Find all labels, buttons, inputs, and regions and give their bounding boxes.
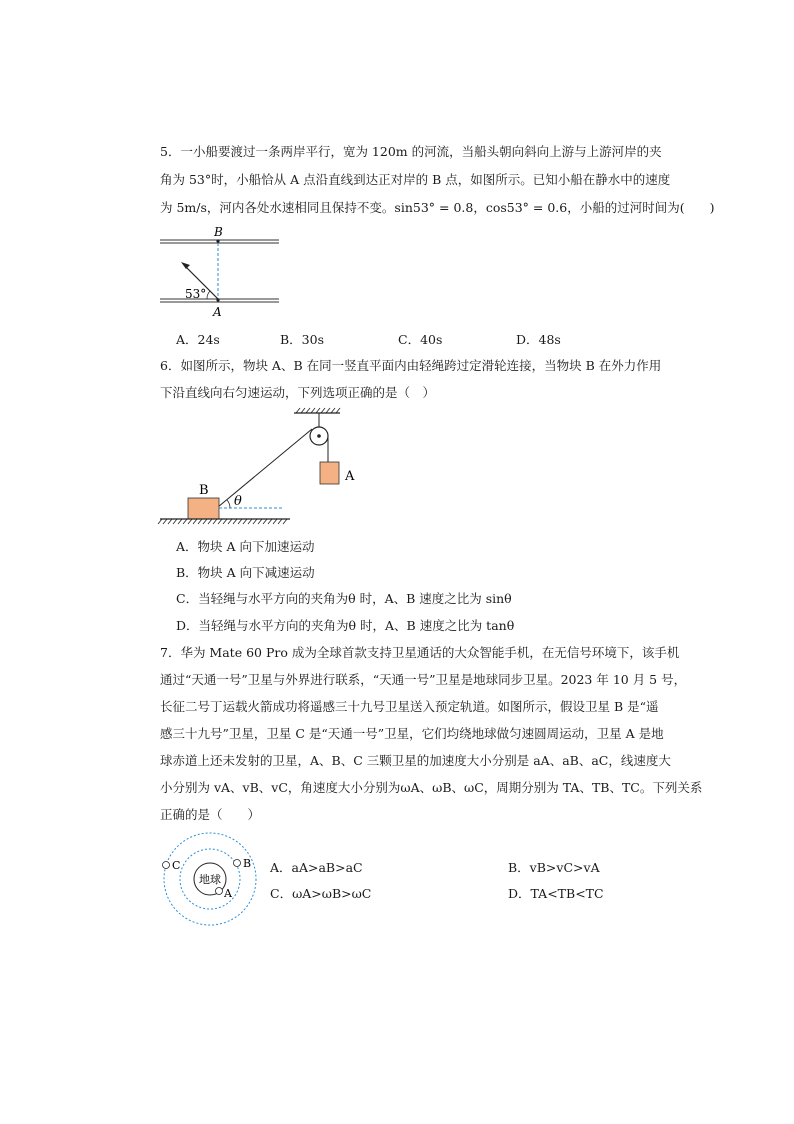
q7-line-6: 小分别为 vA、vB、vC，角速度大小分别为ωA、ωB、ωC，周期分别为 TA、TB、TC。下列关系 [160,780,703,795]
q5-point-a [216,298,219,301]
q6-label-a: A [345,469,355,484]
q7-satellite-b [234,860,241,867]
q7-line-3: 长征二号丁运载火箭成功将遥感三十九号卫星送入预定轨道。如图所示，假设卫星 B 是“遥 [160,699,659,714]
q5-angle-label: 53° [185,287,207,301]
q7-line-5: 球赤道上还未发射的卫星，A、B、C 三颗卫星的加速度大小分别是 aA、aB、aC，线速度大 [160,753,671,768]
q6-option-a[interactable]: A．物块 A 向下加速运动 [176,539,315,554]
q5-line-2: 角为 53°时，小船恰从 A 点沿直线到达正对岸的 B 点，如图所示。已知小船在静水中的速度 [160,172,671,187]
q6-label-b: B [199,483,209,498]
q5-option-d[interactable]: D．48s [516,332,561,347]
q5-angle-arc [207,291,210,299]
q5-label-a: A [213,305,222,319]
q5-arrowhead [181,262,190,269]
q7-line-1: 7．华为 Mate 60 Pro 成为全球首款支持卫星通话的大众智能手机，在无信号环境下，该手机 [160,645,680,660]
q7-label-b: B [243,857,252,870]
q5-option-b[interactable]: B．30s [280,332,325,347]
q5-point-b [216,239,219,242]
q6-option-c[interactable]: C．当轻绳与水平方向的夹角为θ 时，A、B 速度之比为 sinθ [176,591,512,606]
q7-label-a: A [224,887,232,900]
q7-option-a[interactable]: A．aA>aB>aC [270,860,363,875]
q6-pulley-figure [158,407,378,529]
q5-river-figure [155,224,290,324]
q7-earth-label: 地球 [199,873,221,886]
q6-line-2: 下沿直线向右匀速运动，下列选项正确的是（ ） [160,385,436,400]
q6-ceiling-hatch [296,408,340,413]
q6-block-b [188,498,219,519]
q7-line-7: 正确的是（ ） [160,807,261,822]
q6-pulley-axle [317,434,321,438]
q7-option-c[interactable]: C．ωA>ωB>ωC [270,886,372,901]
q6-option-d[interactable]: D．当轻绳与水平方向的夹角为θ 时，A、B 速度之比为 tanθ [176,618,515,633]
q7-line-4: 感三十九号”卫星，卫星 C 是“天通一号”卫星，它们均绕地球做匀速圆周运动，卫星 A 是地 [160,726,664,741]
q5-line-1: 5．一小船要渡过一条两岸平行，宽为 120m 的河流，当船头朝向斜向上游与上游河岸的夹 [160,144,662,159]
q6-line-1: 6．如图所示，物块 A、B 在同一竖直平面内由轻绳跨过定滑轮连接，当物块 B 在外力作用 [160,358,662,373]
q5-option-c[interactable]: C．40s [398,332,443,347]
q7-label-c: C [172,859,181,872]
q6-ground-hatch [158,519,287,524]
q7-option-b[interactable]: B．vB>vC>vA [508,860,600,875]
q7-satellite-a [216,888,223,895]
q7-satellite-c [163,862,170,869]
q7-line-2: 通过“天通一号”卫星与外界进行联系，“天通一号”卫星是地球同步卫星。2023 年 10 月 5 号， [160,672,687,687]
q7-orbit-figure [158,828,268,932]
q5-label-b: B [214,225,223,239]
q6-rope-inclined [218,429,312,507]
q5-option-a[interactable]: A．24s [176,332,220,347]
q6-angle-arc [227,500,230,508]
q7-option-d[interactable]: D．TA<TB<TC [508,886,604,901]
q5-line-3: 为 5m/s，河内各处水速相同且保持不变。sin53° = 0.8，cos53° = 0.6，小船的过河时间为( ) [160,200,715,215]
q6-block-a [320,462,339,484]
q6-option-b[interactable]: B．物块 A 向下减速运动 [176,565,315,580]
q6-angle-label: θ [234,494,242,509]
